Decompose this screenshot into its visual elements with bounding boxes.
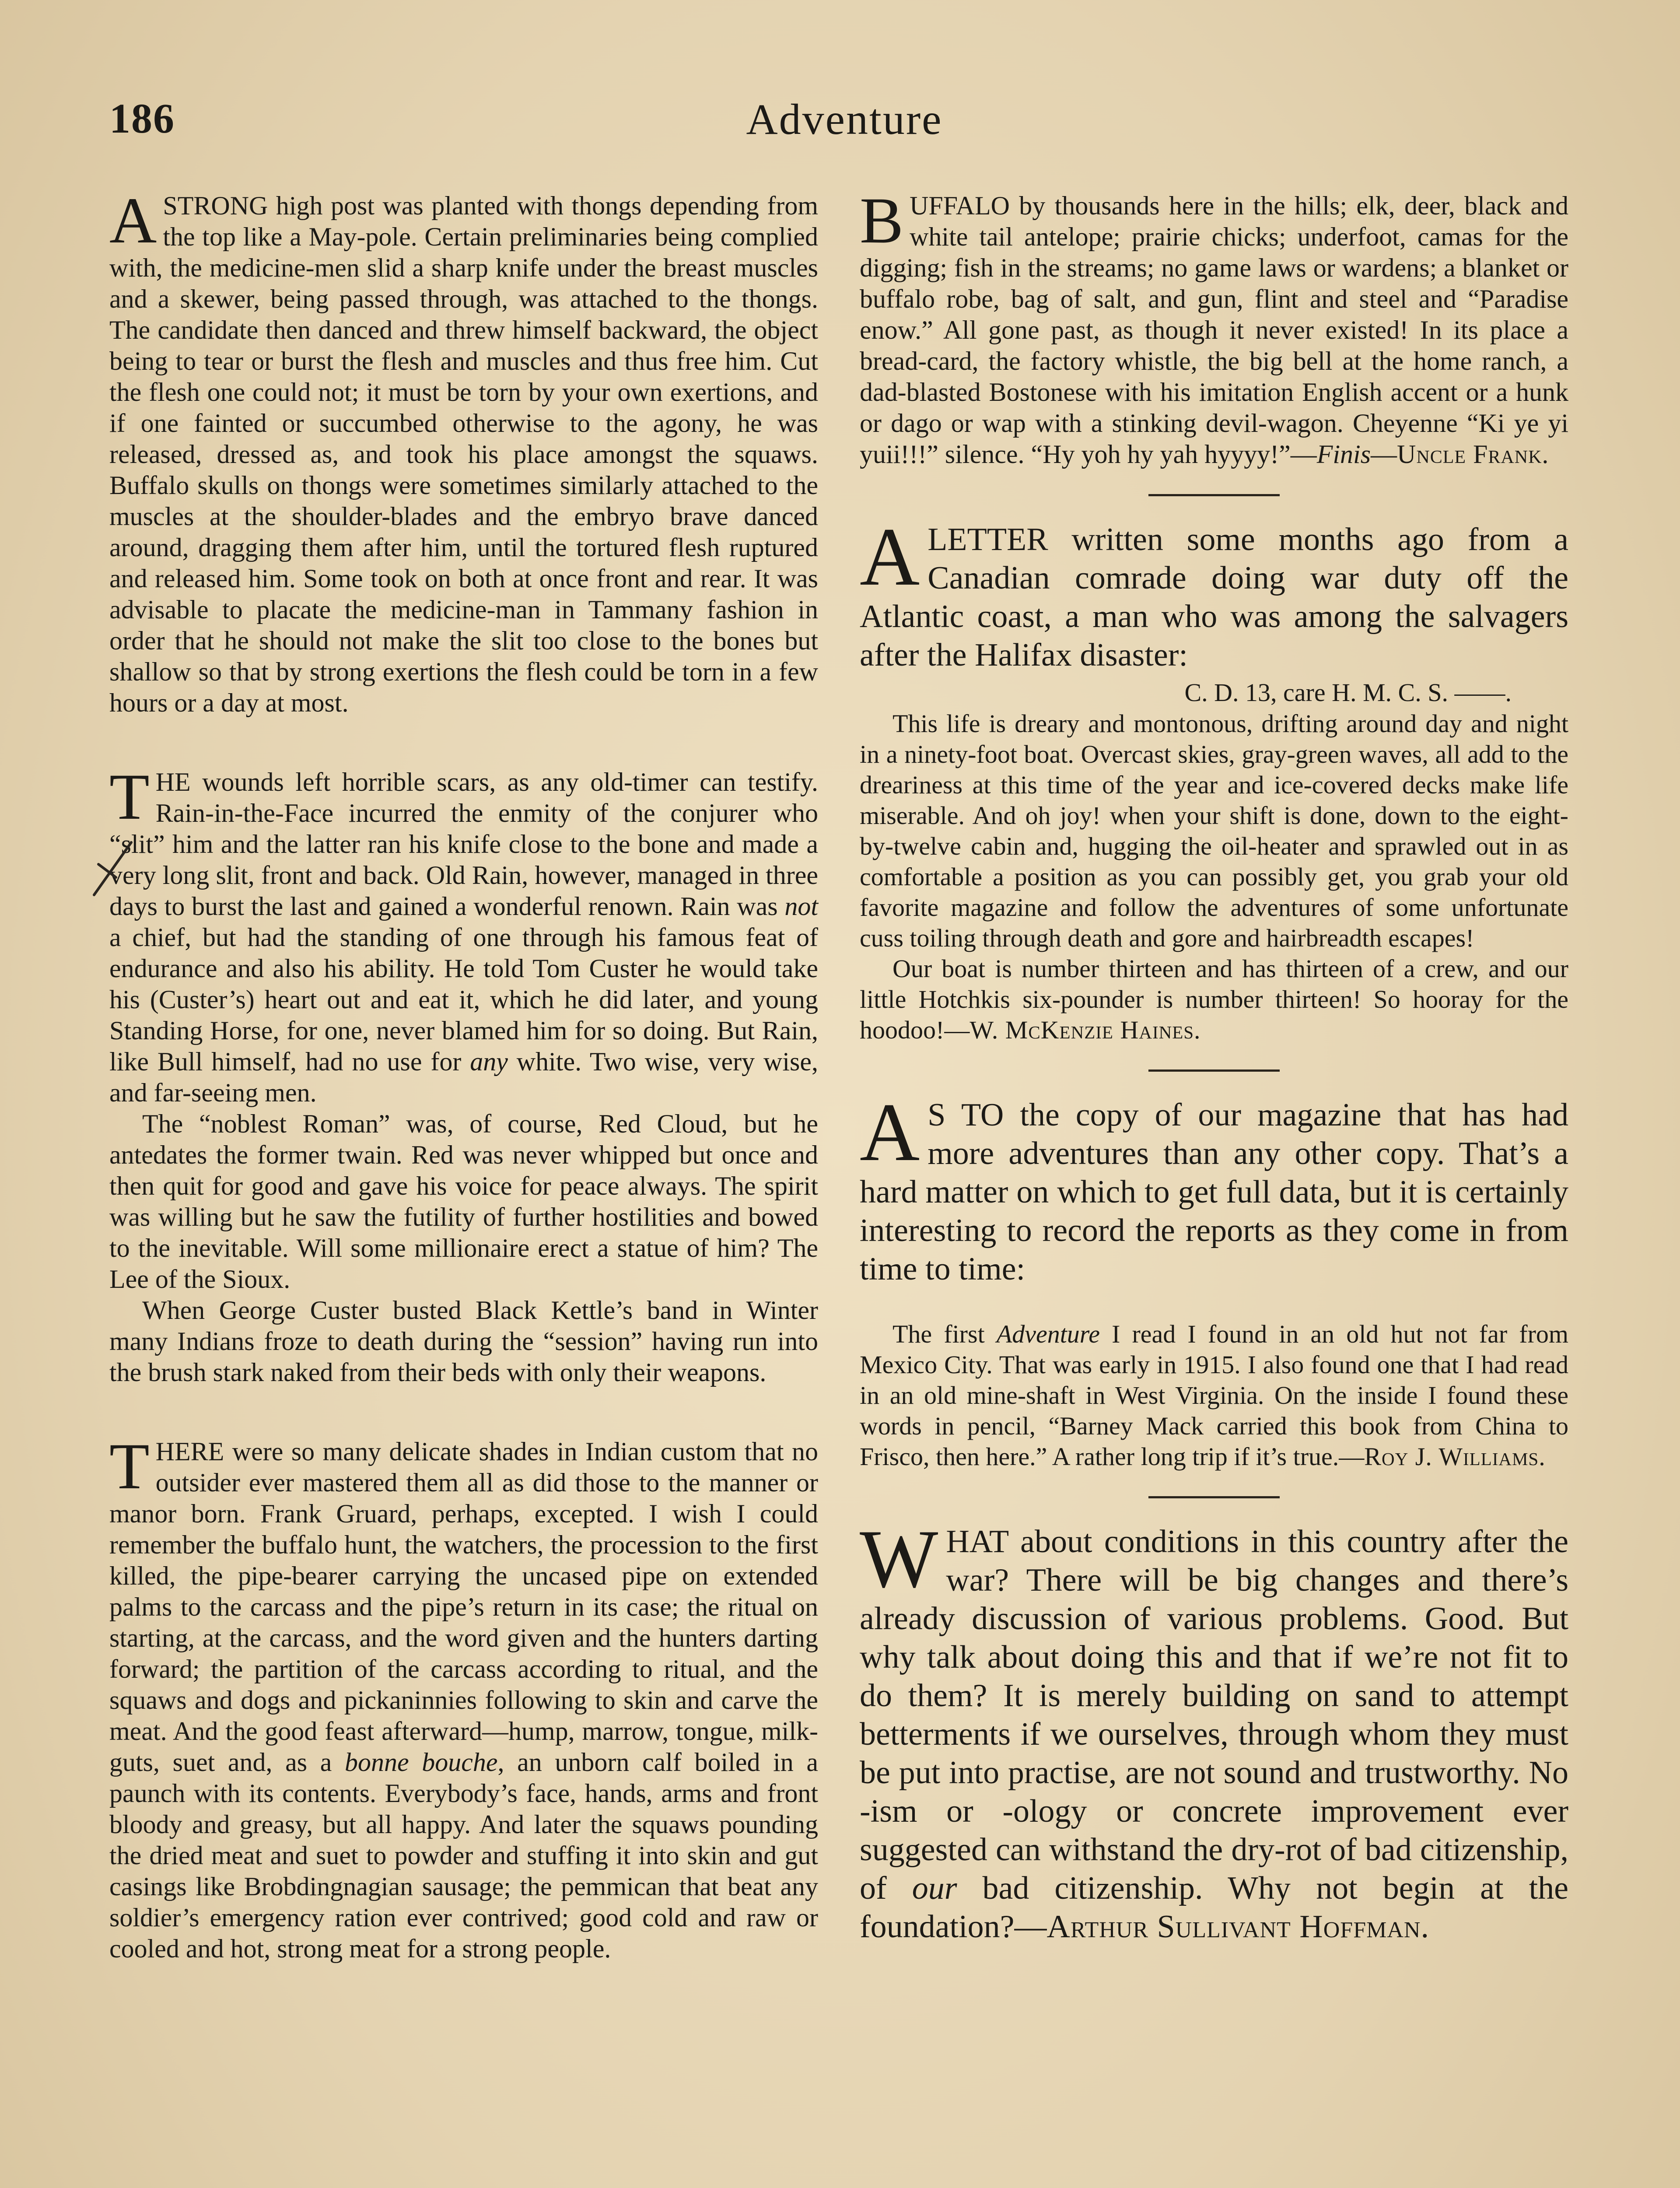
- paragraph: The first Adventure I read I found in an old hut not far from Mexico City. That was early in 1915. I also found one that I had read in an old mine-shaft in West Virginia. On the inside I found these words in pencil, “Barney Mack carried this book from China to Frisco, then here.” A rather long trip if it’s true.—Roy J. Williams.: [860, 1320, 1568, 1471]
- right-column: [860, 184, 1568, 1946]
- article-sun-dance: [109, 184, 818, 719]
- section-divider: [1148, 1069, 1280, 1072]
- drop-cap: A: [860, 511, 920, 603]
- drop-cap: W: [860, 1513, 938, 1605]
- paragraph: THE wounds left horrible scars, as any old-timer can testify. Rain-in-the-Face incurred the enmity of the conjurer who “slit” him and the latter ran his knife close to the bone and made a very long slit, front and back. Old Rain, however, managed in three days to burst the last and gained a wonderful renown. Rain was not a chief, but had the standing of one through his famous feat of endurance and also his ability. He told Tom Custer he would take his (Custer’s) heart out and eat it, which he did later, and young Standing Horse, for one, never blamed him for so doing. But Rain, like Bull himself, had no use for any white. Two wise, very wise, and far-seeing men.: [109, 761, 818, 1107]
- intro-paragraph: A S TO the copy of our magazine that has had more adventures than any other copy. That’s a hard matter on which to get full data, but it is certainly interesting to record the reports as they come in from time to time:: [860, 1087, 1568, 1287]
- page-header: [109, 94, 1579, 155]
- paragraph: BUFFALO by thousands here in the hills; elk, deer, black and white tail antelope; prairie chicks; underfoot, camas for the digging; fish in the streams; no game laws or wardens; a blanket or buffalo robe, bag of salt, and gun, flint and steel and “Paradise enow.” All gone past, as though it never existed! In its place a bread-card, the factory whistle, the big bell at the home ranch, a dad-blasted Bostonese with his imitation English accent or a hunk or dago or wap with a stinking devil-wagon. Cheyenne “Ki ye yi yuii!!!” silence. “Hy yoh hy yah hyyyy!”—Finis—Uncle Frank.: [860, 184, 1568, 469]
- article-buffalo-hunt: [109, 1430, 818, 1964]
- drop-cap: T: [109, 761, 150, 833]
- paragraph: This life is dreary and montonous, drifting around day and night in a ninety-foot boat. Overcast skies, gray-green waves, all add to the dreariness at this time of the year and ice-covered decks make life miserable. And oh joy! when your shift is done, down to the eight-by-twelve cabin and, hugging the oil-heater and sprawled out in as comfortable a position as you can possibly get, you grab your old favorite magazine and follow the adventures of some unfortunate cuss toiling through death and gore and hairbreadth escapes!: [860, 709, 1568, 952]
- drop-cap: A: [109, 184, 157, 257]
- article-copy-adventures: [860, 1087, 1568, 1472]
- page-number: 186: [109, 95, 175, 142]
- reader-report: [860, 1319, 1568, 1472]
- signature: Arthur Sullivant Hoffman.: [1046, 1909, 1429, 1945]
- article-after-the-war: [860, 1513, 1568, 1946]
- paragraph: WHAT about conditions in this country after the war? There will be big changes and there’s already discussion of various problems. Good. But why talk about doing this and that if we’re not fit to do them? It is merely building on sand to attempt betterments if we ourselves, through whom they must be put into practise, are not sound and trustworthy. No -ism or -ology or concrete improvement ever suggested can withstand the dry-rot of bad citizenship, of our bad citizenship. Why not begin at the foundation?—Arthur Sullivant Hoffman.: [860, 1513, 1568, 1945]
- pencil-mark-icon: [90, 838, 142, 899]
- signature: Uncle Frank.: [1397, 440, 1549, 469]
- paragraph: The “noblest Roman” was, of course, Red Cloud, but he antedates the former twain. Red was never whipped but once and then quit for good and gave his voice for peace always. The spirit was willing but he saw the futility of further hostilities and bowed to the inevitable. Will some millionaire erect a statue of him? The Lee of the Sioux.: [109, 1109, 818, 1294]
- article-wounds: [109, 761, 818, 1388]
- section-divider: [1148, 1496, 1280, 1498]
- letter-body: [860, 708, 1568, 1045]
- paragraph: ASTRONG high post was planted with thongs depending from the top like a May-pole. Certain preliminaries being complied with, the medicine-men slid a sharp knife under the breast muscles and a skewer, being passed through, was attached to the thongs. The candidate then danced and threw himself backward, the object being to tear or burst the flesh and muscles and thus free him. Cut the flesh one could not; it must be torn by your own exertions, and if one fainted or succumbed otherwise to the agony, he was released, dressed as, and took his place amongst the squaws. Buffalo skulls on thongs were sometimes similarly attached to the muscles at the shoulder-blades and the embryo brave danced around, dragging them after him, until the tortured flesh ruptured and released him. Some took on both at once front and rear. It was advisable to placate the medicine-man in Tammany fashion in order that he should not make the slit too close to the bones but shallow so that by strong exertions the flesh could be torn in a few hours or a day at most.: [109, 184, 818, 717]
- paragraph: THERE were so many delicate shades in Indian custom that no outsider ever mastered them all as did those to the manner or manor born. Frank Gruard, perhaps, excepted. I wish I could remember the buffalo hunt, the watchers, the procession to the first killed, the pipe-bearer carrying the uncased pipe on extended palms to the carcass and the pipe’s return in its case; the ritual on starting, at the carcass, and the word given and the hunters darting forward; the partition of the carcass according to ritual, and the squaws and dogs and pickaninnies following to skin and carve the meat. And the good feast afterward—hump, marrow, tongue, milk-guts, suet and, as a bonne bouche, an unborn calf boiled in a paunch with its contents. Everybody’s face, hands, arms and front bloody and greasy, but all happy. And later the squaws pounding the dried meat and suet to powder and stuffing it into skin and gut casings like Brobdingnagian sausage; the pemmican that beat any soldier’s emergency ration ever contrived; good cold and raw or cooled and hot, strong meat for a strong people.: [109, 1430, 818, 1963]
- signature: W. McKenzie Haines.: [970, 1016, 1201, 1044]
- article-uncle-frank: [860, 184, 1568, 470]
- letter-dateline: C. D. 13, care H. M. C. S. ——.: [1184, 678, 1512, 707]
- paragraph: When George Custer busted Black Kettle’s band in Winter many Indians froze to death during the “session” having run into the brush stark naked from their beds with only their weapons.: [109, 1296, 818, 1387]
- left-column: [109, 184, 818, 2013]
- intro-paragraph: ALETTER written some months ago from a Canadian comrade doing war duty off the Atlantic coast, a man who was among the salvagers after the Halifax disaster:: [860, 511, 1568, 673]
- signature: Roy J. Williams.: [1364, 1442, 1546, 1471]
- article-canadian-letter: [860, 511, 1568, 1045]
- section-divider: [1148, 494, 1280, 496]
- paragraph: Our boat is number thirteen and has thirteen of a crew, and our little Hotchkis six-pounder is number thirteen! So hooray for the hoodoo!—W. McKenzie Haines.: [860, 954, 1568, 1044]
- running-title: Adventure: [746, 95, 943, 144]
- drop-cap: T: [109, 1430, 150, 1503]
- drop-cap: A: [860, 1087, 920, 1178]
- drop-cap: B: [860, 184, 904, 257]
